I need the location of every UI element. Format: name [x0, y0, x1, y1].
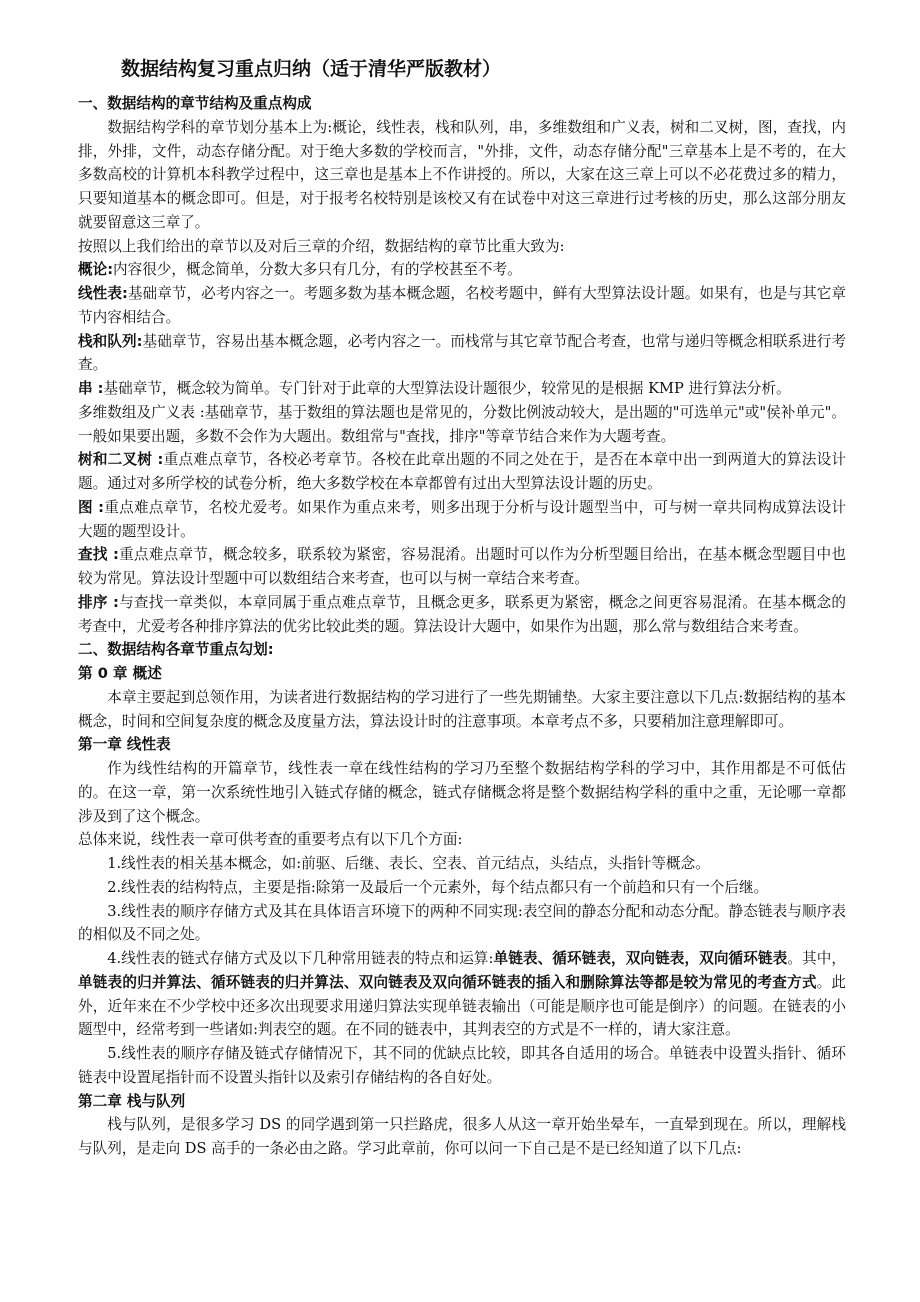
weight-item-label: 概论: — [78, 261, 114, 279]
chapter0-heading — [78, 662, 846, 686]
weight-item-text: 基础章节，必考内容之一。考题多数为基本概念题，名校考题中，鲜有大型算法设计题。如果有，也是与其它章节内容相结合。 — [78, 285, 846, 326]
weight-item-text: 基础章节，概念较为简单。专门针对于此章的大型算法设计题很少，较常见的是根据 KMP 进行算法分析。 — [103, 380, 791, 397]
chapter1-heading: 第一章 线性表 — [78, 736, 171, 754]
weight-item-overview — [78, 258, 846, 282]
point4-linked-list-types: 单链表、循环链表，双向链表，双向循环链表 — [493, 950, 788, 967]
chapter1-point-2: 2.线性表的结构特点，主要是指:除第一及最后一个元素外，每个结点都只有一个前趋和只有一个后继。 — [107, 878, 769, 896]
section1-intro: 数据结构学科的章节划分基本上为:概论，线性表，栈和队列，串，多维数组和广义表，树和二叉树，图，查找，内排，外排，文件，动态存储分配。对于绝大多数的学校而言，"外排，文件，动态存储分配"三章基本上是不考的，在大多数高校的计算机本科教学过程中，这三章也是基本上不作讲授的。所以，大家在这三章上可以不必花费过多的精力，只要知道基本的概念即可。但是，对于报考名校特别是该校又有在试卷中对这三章进行过考核的历史，那么这部分朋友就要留意这三章了。 — [78, 118, 846, 231]
weight-item-text: 与查找一章类似，本章同属于重点难点章节，且概念更多，联系更为紧密，概念之间更容易混淆。在基本概念的考查中，尤爱考各种排序算法的优劣比较此类的题。算法设计大题中，如果作为出题，那么常与数组结合来考查。 — [78, 593, 846, 635]
point4-part-c: 。其中， — [787, 950, 846, 967]
weight-item-text: 重点难点章节，各校必考章节。各校在此章出题的不同之处在于，是否在本章中出一到两道大的算法设计题。通过对多所学校的试卷分析，绝大多数学校在本章都曾有过出大型算法设计题的历史。 — [78, 451, 846, 492]
chapter0-heading-rest: 章 概述 — [107, 665, 162, 682]
weight-item-tree — [78, 448, 846, 496]
chapter0-text: 本章主要起到总领作用，为读者进行数据结构的学习进行了一些先期铺垫。大家主要注意以下几点:数据结构的基本概念，时间和空间复杂度的概念及度量方法，算法设计时的注意事项。本章考点不多，只要稍加注意理解即可。 — [78, 688, 846, 730]
weight-item-label: 线性表: — [78, 285, 128, 302]
weight-item-text: 重点难点章节，名校尤爱考。如果作为重点来考，则多出现于分析与设计题型当中，可与树一章共同构成算法设计大题的题型设计。 — [78, 498, 846, 540]
weight-item-array — [78, 401, 846, 449]
chapter2-heading: 第二章 栈与队列 — [78, 1092, 186, 1110]
section2-heading: 二、数据结构各章节重点勾划: — [78, 641, 274, 659]
weight-item-label: 图 : — [78, 498, 105, 516]
chapter1-point-1: 1.线性表的相关基本概念，如:前驱、后继、表长、空表、首元结点，头结点，头指针等概念。 — [107, 855, 710, 872]
weight-item-label: 树和二叉树 : — [78, 451, 164, 469]
weight-item-stack-queue — [78, 330, 846, 378]
point4-part-a: 4.线性表的链式存储方式及以下几种常用链表的特点和运算: — [107, 950, 494, 967]
document-body — [78, 92, 846, 1161]
section1-heading: 一、数据结构的章节结构及重点构成 — [78, 95, 312, 112]
chapter0-heading-prefix: 第 — [78, 665, 98, 682]
section1-weights-intro: 按照以上我们给出的章节以及对后三章的介绍，数据结构的章节比重大致为: — [78, 237, 565, 255]
weight-item-string — [78, 377, 846, 401]
weight-item-text: 内容很少，概念简单，分数大多只有几分，有的学校甚至不考。 — [113, 261, 522, 279]
chapter2-text: 栈与队列，是很多学习 DS 的同学遇到第一只拦路虎，很多人从这一章开始坐晕车，一直晕到现在。所以，理解栈与队列，是走向 DS 高手的一条必由之路。学习此章前，你可以问一下自己是不是已经知道了以下几点: — [78, 1116, 846, 1157]
chapter0-heading-number: 0 — [97, 665, 108, 682]
document-title: 数据结构复习重点归纳（适于清华严版教材） — [121, 58, 502, 80]
weight-item-linear-list — [78, 282, 846, 330]
chapter1-intro: 作为线性结构的开篇章节，线性表一章在线性结构的学习乃至整个数据结构学科的学习中，其作用都是不可低估的。在这一章，第一次系统性地引入链式存储的概念，链式存储概念将是整个数据结构学科的重中之重，无论哪一章都涉及到了这个概念。 — [78, 760, 846, 825]
chapter1-point-4 — [78, 947, 846, 1042]
weight-item-graph — [78, 496, 846, 544]
point4-part-e: 。此外，近年来在不少学校中还多次出现要求用递归算法实现单链表输出（可能是顺序也可能是倒序）的问题。在链表的小题型中，经常考到一些诸如:判表空的题。在不同的链表中，其判表空的方式是不一样的，请大家注意。 — [78, 973, 846, 1039]
weight-item-label: 排序 : — [78, 593, 119, 611]
weight-item-search — [78, 543, 846, 591]
weight-item-text: 多维数组及广义表 :基础章节，基于数组的算法题也是常见的，分数比例波动较大，是出题的"可选单元"或"侯补单元"。一般如果要出题，多数不会作为大题出。数组常与"查找，排序"等章节结合来作为大题考查。 — [78, 403, 846, 445]
weight-item-text: 重点难点章节，概念较多，联系较为紧密，容易混淆。出题时可以作为分析型题目给出，在基本概念型题目中也较为常见。算法设计型题中可以数组结合来考查，也可以与树一章结合来考查。 — [78, 546, 846, 587]
point4-common-algorithms: 单链表的归并算法、循环链表的归并算法、双向链表及双向循环链表的插入和删除算法等都是较为常见的考查方式 — [78, 973, 817, 991]
chapter1-summary: 总体来说，线性表一章可供考查的重要考点有以下几个方面: — [78, 831, 463, 849]
weight-item-text: 基础章节，容易出基本概念题，必考内容之一。而栈常与其它章节配合考查，也常与递归等概念相联系进行考查。 — [78, 332, 846, 374]
chapter1-point-5: 5.线性表的顺序存储及链式存储情况下，其不同的优缺点比较，即其各自适用的场合。单链表中设置头指针、循环链表中设置尾指针而不设置头指针以及索引存储结构的各自好处。 — [78, 1045, 846, 1086]
weight-item-label: 查找 : — [78, 546, 119, 564]
chapter1-point-3: 3.线性表的顺序存储方式及其在具体语言环境下的两种不同实现:表空间的静态分配和动态分配。静态链表与顺序表的相似及不同之处。 — [78, 902, 846, 944]
weight-item-label: 栈和队列: — [78, 332, 143, 350]
weight-item-sort — [78, 591, 846, 639]
weight-item-label: 串 : — [78, 380, 104, 397]
